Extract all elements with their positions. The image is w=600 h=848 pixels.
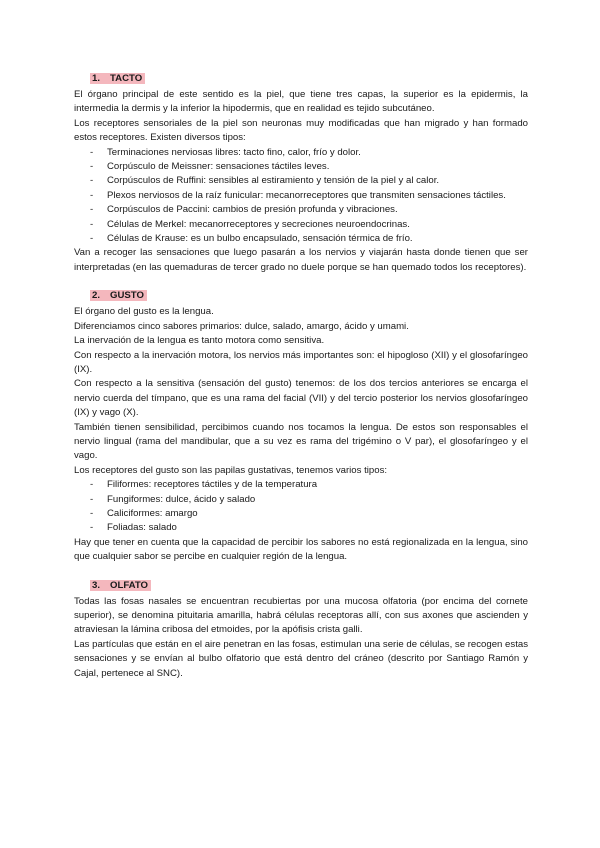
list-item: - Corpúsculos de Ruffini: sensibles al estiramiento y tensión de la piel y al calor. — [90, 174, 528, 188]
paragraph: Diferenciamos cinco sabores primarios: dulce, salado, amargo, ácido y umami. — [74, 320, 409, 332]
section-heading — [90, 289, 528, 303]
section-number: 1. — [92, 73, 101, 84]
section-olfato — [74, 579, 528, 681]
list-item: - Plexos nerviosos de la raíz funicular: mecanorreceptores que transmiten sensaciones táctiles. — [90, 189, 528, 203]
receptor-list — [74, 146, 528, 247]
list-item: - Filiformes: receptores táctiles y de la temperatura — [90, 478, 528, 492]
list-item: - Terminaciones nerviosas libres: tacto fino, calor, frío y dolor. — [90, 146, 528, 160]
list-item: - Células de Krause: es un bulbo encapsulado, sensación térmica de frío. — [90, 232, 528, 246]
section-title: OLFATO — [110, 579, 149, 591]
paragraph: Los receptores sensoriales de la piel son neuronas muy modificadas que han migrado y han formado estos receptores. Existen diversos tipos: — [74, 117, 528, 144]
paragraph: Con respecto a la sensitiva (sensación del gusto) tenemos: de los dos tercios anteriores se encarga el nervio cuerda del tímpano, que es una rama del facial (VII) y del tercio posterior los nervios glosofaríngeo (IX) y vago (X). — [74, 378, 528, 419]
paragraph: Van a recoger las sensaciones que luego pasarán a los nervios y viajarán hasta donde tienen que ser interpretadas (en las quemaduras de tercer grado no duele porque se han quemado todos los receptores). — [74, 247, 528, 273]
section-heading — [90, 579, 528, 593]
list-item: - Foliadas: salado — [90, 521, 528, 535]
list-item: - Fungiformes: dulce, ácido y salado — [90, 493, 528, 507]
paragraph: Los receptores del gusto son las papilas gustativas, tenemos varios tipos: — [74, 464, 388, 476]
list-item: - Caliciformes: amargo — [90, 507, 528, 521]
document-page — [74, 72, 528, 681]
section-gusto — [74, 289, 528, 564]
section-number: 3. — [92, 579, 101, 591]
list-item: - Corpúsculo de Meissner: sensaciones táctiles leves. — [90, 160, 528, 174]
paragraph: El órgano del gusto es la lengua. — [74, 306, 214, 318]
paragraph: También tienen sensibilidad, percibimos cuando nos tocamos la lengua. De estos son responsables el nervio lingual (rama del mandibular, que a su vez es rama del trigémino o V par), el glosofaríngeo y el vago. — [74, 421, 528, 462]
section-tacto — [74, 72, 528, 275]
paragraph: Hay que tener en cuenta que la capacidad de percibir los sabores no está regionalizada en la lengua, sino que cualquier sabor se percibe en cualquier región de la lengua. — [74, 536, 528, 563]
section-title: TACTO — [110, 73, 143, 84]
paragraph: Todas las fosas nasales se encuentran recubiertas por una mucosa olfatoria (por encima del cornete superior), se denomina pituitaria amarilla, habrá células receptoras allí, con sus axones que ascienden y atraviesan la lámina cribosa del etmoides, por la apófisis crista galli. — [74, 595, 528, 636]
paragraph: El órgano principal de este sentido es la piel, que tiene tres capas, la superior es la epidermis, la intermedia la dermis y la inferior la hipodermis, que en realidad es tejido subcutáneo. — [74, 89, 528, 115]
paragraph: Las partículas que están en el aire penetran en las fosas, estimulan una serie de células, se recogen estas sensaciones y se envían al bulbo olfatorio que está dentro del cráneo (descrito por Santiago Ramón y Cajal, pertenece al SNC). — [74, 638, 528, 679]
list-item: - Células de Merkel: mecanorreceptores y secreciones neuroendocrinas. — [90, 218, 528, 232]
paragraph: La inervación de la lengua es tanto motora como sensitiva. — [74, 335, 325, 347]
section-title: GUSTO — [110, 290, 144, 302]
papilas-list — [74, 478, 528, 536]
paragraph: Con respecto a la inervación motora, los nervios más importantes son: el hipogloso (XII) y el glosofaríngeo (IX). — [74, 349, 528, 375]
section-number: 2. — [92, 290, 101, 302]
section-heading — [90, 72, 528, 86]
list-item: - Corpúsculos de Paccini: cambios de presión profunda y vibraciones. — [90, 203, 528, 217]
